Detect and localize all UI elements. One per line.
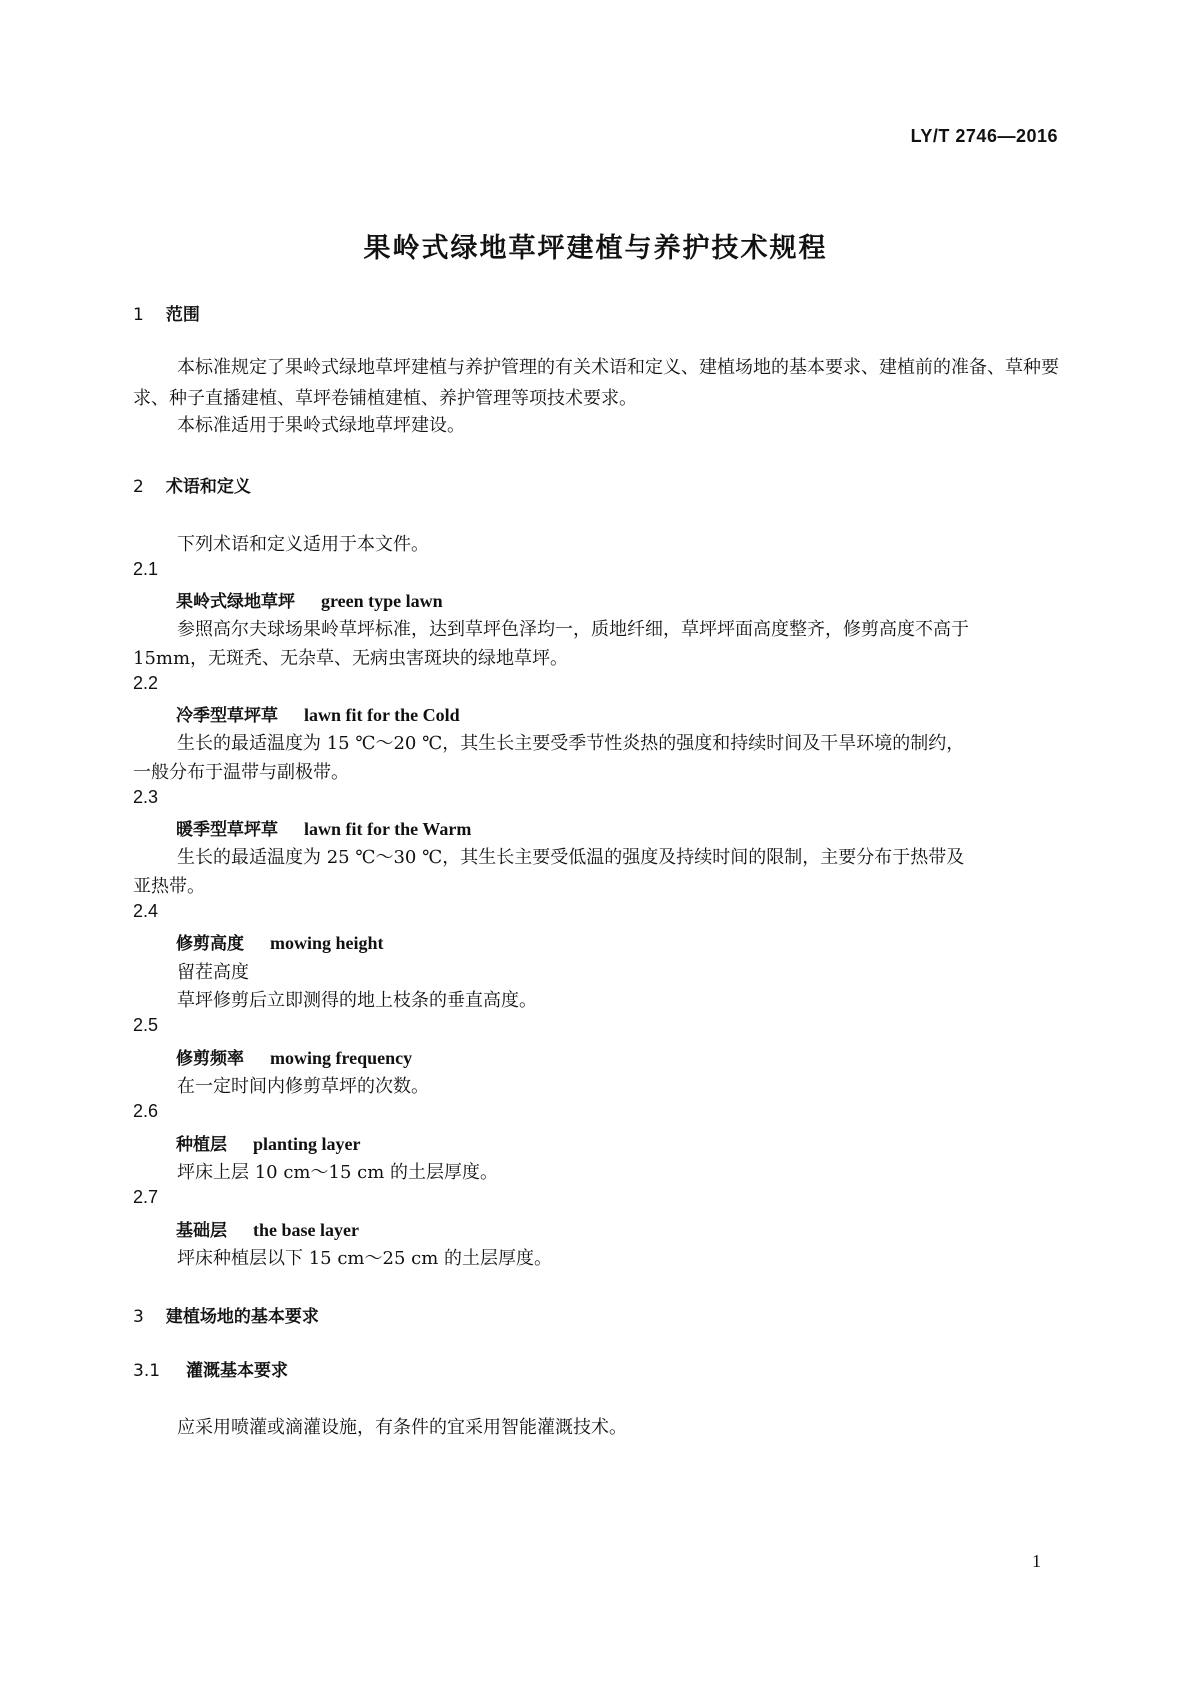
section-3-heading bbox=[133, 1302, 319, 1327]
section-2-heading bbox=[133, 472, 251, 497]
term-definition-line: 亚热带。 bbox=[133, 876, 205, 897]
subsection-title: 灌溉基本要求 bbox=[186, 1361, 289, 1381]
clause-number: 2.4 bbox=[133, 901, 159, 921]
term-heading bbox=[176, 929, 384, 954]
term-chinese: 暖季型草坪草 bbox=[176, 820, 278, 840]
subsection-number: 3.1 bbox=[133, 1361, 161, 1381]
term-chinese: 基础层 bbox=[176, 1221, 227, 1241]
term-english: planting layer bbox=[253, 1134, 361, 1154]
section-number: 3 bbox=[133, 1307, 144, 1327]
section-2-intro: 下列术语和定义适用于本文件。 bbox=[177, 534, 429, 555]
section-number: 1 bbox=[133, 305, 144, 325]
term-english: mowing frequency bbox=[270, 1048, 413, 1068]
page-number: 1 bbox=[1032, 1551, 1041, 1571]
term-heading bbox=[176, 815, 471, 840]
term-definition-line: 参照高尔夫球场果岭草坪标准，达到草坪色泽均一，质地纤细，草坪坪面高度整齐，修剪高度不高于 bbox=[177, 619, 969, 640]
section-title: 术语和定义 bbox=[165, 477, 251, 497]
term-chinese: 修剪频率 bbox=[176, 1049, 244, 1069]
section-number: 2 bbox=[133, 477, 144, 497]
term-definition-line: 一般分布于温带与副极带。 bbox=[133, 762, 349, 783]
clause-number: 2.1 bbox=[133, 559, 159, 579]
term-chinese: 果岭式绿地草坪 bbox=[176, 592, 295, 612]
term-english: mowing height bbox=[270, 933, 384, 953]
section-1-paragraph-1: 本标准规定了果岭式绿地草坪建植与养护管理的有关术语和定义、建植场地的基本要求、建植前的准备、草种要求、种子直播建植、草坪卷铺植建植、养护管理等项技术要求。 bbox=[133, 357, 1059, 409]
section-title: 范围 bbox=[165, 305, 200, 325]
section-title: 建植场地的基本要求 bbox=[165, 1307, 319, 1327]
term-english: lawn fit for the Cold bbox=[304, 705, 460, 725]
clause-number: 2.6 bbox=[133, 1101, 159, 1121]
term-definition-line: 生长的最适温度为 15 ℃～20 ℃，其生长主要受季节性炎热的强度和持续时间及干旱环境的制约， bbox=[177, 733, 965, 754]
term-definition-line: 在一定时间内修剪草坪的次数。 bbox=[177, 1076, 429, 1097]
term-definition-line: 生长的最适温度为 25 ℃～30 ℃，其生长主要受低温的强度及持续时间的限制，主要分布于热带及 bbox=[177, 847, 965, 868]
term-definition-line: 坪床种植层以下 15 cm～25 cm 的土层厚度。 bbox=[177, 1248, 552, 1269]
standard-code: LY/T 2746—2016 bbox=[910, 126, 1058, 146]
subsection-3-1-paragraph: 应采用喷灌或滴灌设施，有条件的宜采用智能灌溉技术。 bbox=[177, 1417, 627, 1438]
clause-number: 2.3 bbox=[133, 787, 159, 807]
clause-number: 2.7 bbox=[133, 1187, 159, 1207]
clause-number: 2.2 bbox=[133, 673, 159, 693]
section-1-heading bbox=[133, 300, 200, 325]
term-heading bbox=[176, 1130, 361, 1155]
term-heading bbox=[176, 1044, 412, 1069]
subsection-3-1-heading bbox=[133, 1356, 288, 1381]
term-english: the base layer bbox=[253, 1220, 359, 1240]
term-english: lawn fit for the Warm bbox=[304, 819, 472, 839]
term-chinese: 种植层 bbox=[176, 1135, 227, 1155]
term-definition-line: 坪床上层 10 cm～15 cm 的土层厚度。 bbox=[177, 1162, 498, 1183]
term-chinese: 冷季型草坪草 bbox=[176, 706, 278, 726]
term-heading bbox=[176, 587, 443, 612]
term-definition-line: 15mm，无斑秃、无杂草、无病虫害斑块的绿地草坪。 bbox=[133, 648, 569, 669]
term-heading bbox=[176, 701, 460, 726]
term-alias: 留茬高度 bbox=[177, 962, 249, 983]
term-chinese: 修剪高度 bbox=[176, 934, 244, 954]
term-heading bbox=[176, 1216, 359, 1241]
term-definition-line: 草坪修剪后立即测得的地上枝条的垂直高度。 bbox=[177, 990, 537, 1011]
document-title: 果岭式绿地草坪建植与养护技术规程 bbox=[363, 233, 828, 264]
term-english: green type lawn bbox=[321, 591, 443, 611]
clause-number: 2.5 bbox=[133, 1015, 159, 1035]
section-1-paragraph-2: 本标准适用于果岭式绿地草坪建设。 bbox=[177, 415, 465, 436]
